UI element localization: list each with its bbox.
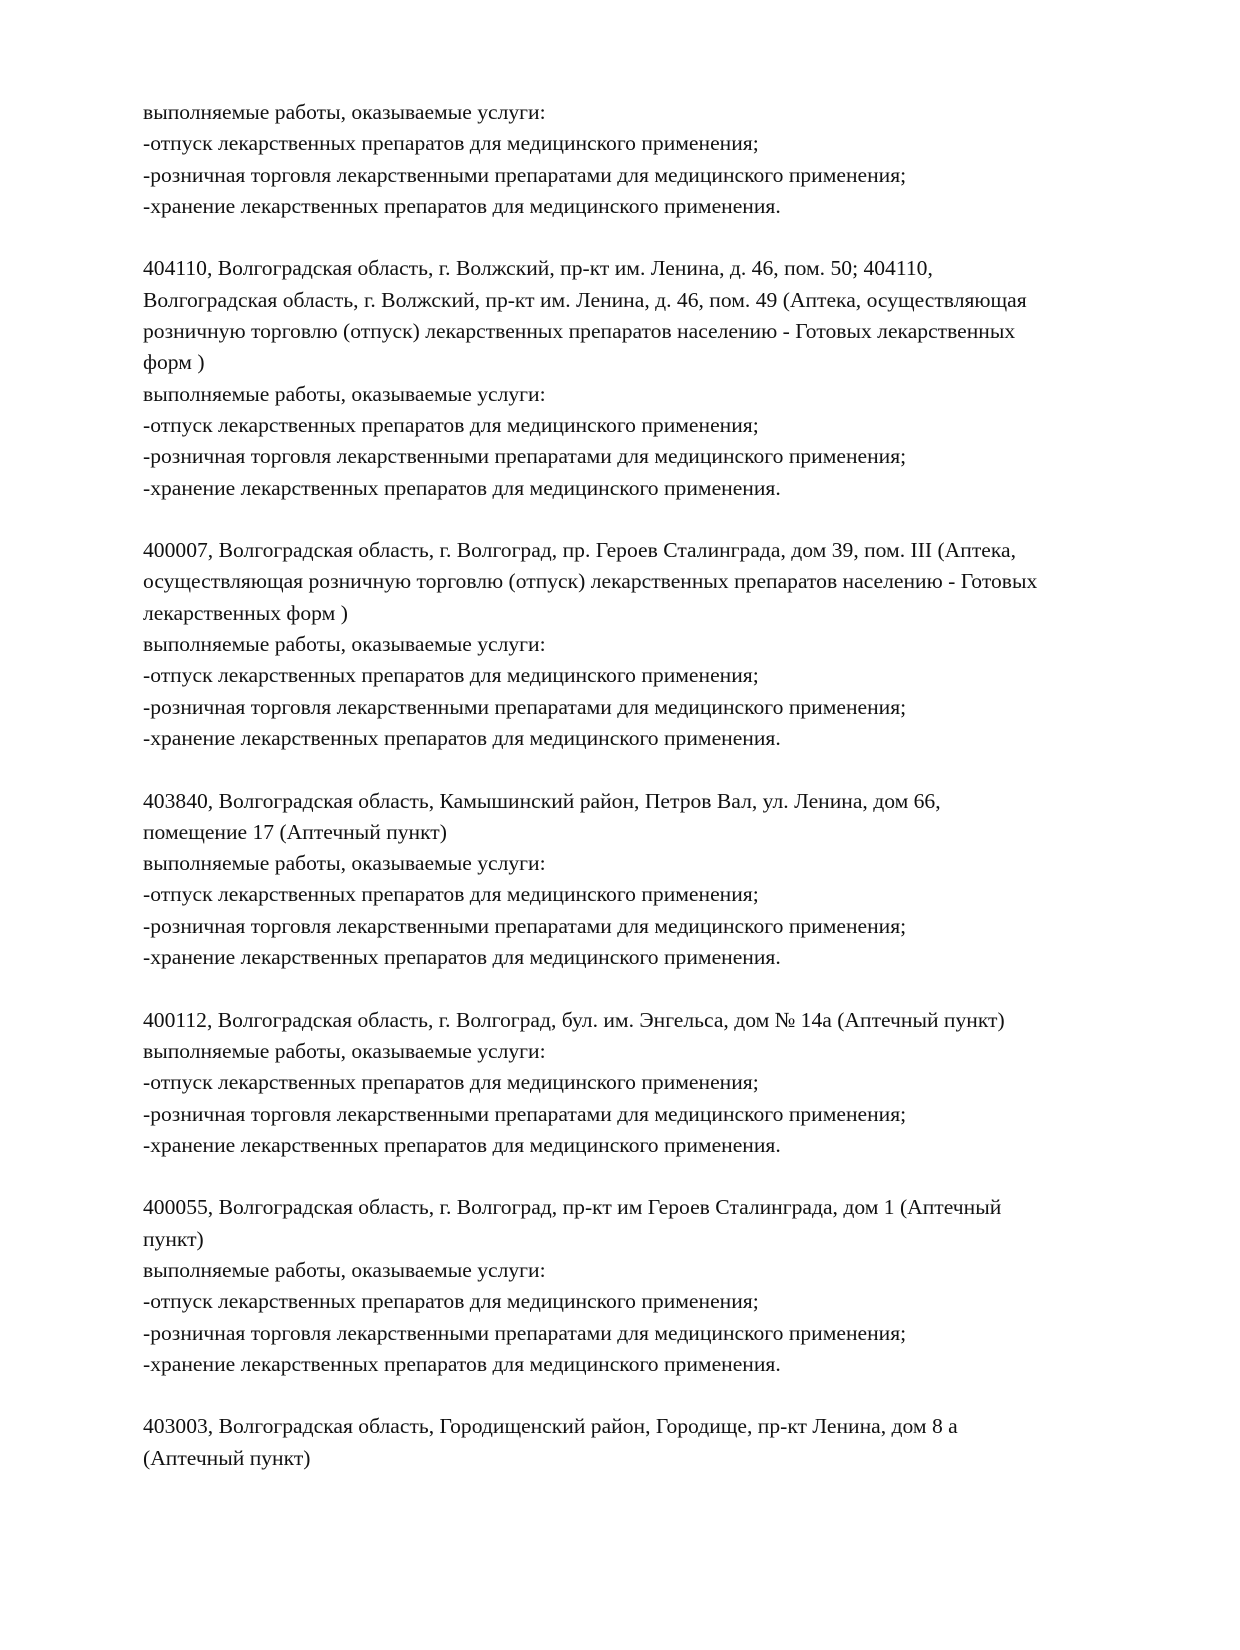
address-line: 403840, Волгоградская область, Камышинский район, Петров Вал, ул. Ленина, дом 66, bbox=[143, 788, 941, 813]
services-header: выполняемые работы, оказываемые услуги: bbox=[143, 381, 546, 406]
service-item: -розничная торговля лекарственными препаратами для медицинского применения; bbox=[143, 1320, 907, 1345]
service-item: -отпуск лекарственных препаратов для медицинского применения; bbox=[143, 1070, 759, 1095]
license-entry bbox=[143, 253, 1163, 503]
service-item: -розничная торговля лекарственными препаратами для медицинского применения; bbox=[143, 444, 907, 469]
address-line: 400112, Волгоградская область, г. Волгоград, бул. им. Энгельса, дом № 14а (Аптечный пункт) bbox=[143, 1007, 1005, 1032]
service-item: -хранение лекарственных препаратов для медицинского применения. bbox=[143, 725, 781, 750]
services-header: выполняемые работы, оказываемые услуги: bbox=[143, 1038, 546, 1063]
service-item: -розничная торговля лекарственными препаратами для медицинского применения; bbox=[143, 162, 907, 187]
service-item: -отпуск лекарственных препаратов для медицинского применения; bbox=[143, 663, 759, 688]
license-entry bbox=[143, 1005, 1163, 1161]
address-line: 400055, Волгоградская область, г. Волгоград, пр-кт им Героев Сталинграда, дом 1 (Аптечный bbox=[143, 1195, 1002, 1220]
services-header: выполняемые работы, оказываемые услуги: bbox=[143, 1257, 546, 1282]
address-line: форм ) bbox=[143, 350, 205, 375]
service-item: -хранение лекарственных препаратов для медицинского применения. bbox=[143, 945, 781, 970]
license-entry bbox=[143, 97, 1163, 222]
service-item: -розничная торговля лекарственными препаратами для медицинского применения; bbox=[143, 694, 907, 719]
service-item: -розничная торговля лекарственными препаратами для медицинского применения; bbox=[143, 913, 907, 938]
license-entry bbox=[143, 786, 1163, 974]
service-item: -хранение лекарственных препаратов для медицинского применения. bbox=[143, 475, 781, 500]
service-item: -розничная торговля лекарственными препаратами для медицинского применения; bbox=[143, 1101, 907, 1126]
service-item: -хранение лекарственных препаратов для медицинского применения. bbox=[143, 1132, 781, 1157]
address-line: 404110, Волгоградская область, г. Волжский, пр-кт им. Ленина, д. 46, пом. 50; 404110, bbox=[143, 256, 933, 281]
address-line: 403003, Волгоградская область, Городищенский район, Городище, пр-кт Ленина, дом 8 а bbox=[143, 1414, 958, 1439]
address-line: розничную торговлю (отпуск) лекарственных препаратов населению - Готовых лекарственных bbox=[143, 319, 1016, 344]
service-item: -отпуск лекарственных препаратов для медицинского применения; bbox=[143, 882, 759, 907]
license-entry bbox=[143, 535, 1163, 754]
address-line: Волгоградская область, г. Волжский, пр-кт им. Ленина, д. 46, пом. 49 (Аптека, осуществляющая bbox=[143, 287, 1027, 312]
service-item: -хранение лекарственных препаратов для медицинского применения. bbox=[143, 193, 781, 218]
services-header: выполняемые работы, оказываемые услуги: bbox=[143, 851, 546, 876]
address-line: (Аптечный пункт) bbox=[143, 1445, 311, 1470]
address-line: лекарственных форм ) bbox=[143, 600, 348, 625]
license-entry bbox=[143, 1192, 1163, 1380]
license-entry bbox=[143, 1411, 1163, 1474]
service-item: -хранение лекарственных препаратов для медицинского применения. bbox=[143, 1351, 781, 1376]
service-item: -отпуск лекарственных препаратов для медицинского применения; bbox=[143, 412, 759, 437]
address-line: осуществляющая розничную торговлю (отпуск) лекарственных препаратов населению - Готовых bbox=[143, 569, 1038, 594]
address-line: пункт) bbox=[143, 1226, 204, 1251]
address-line: 400007, Волгоградская область, г. Волгоград, пр. Героев Сталинграда, дом 39, пом. III (Аптека, bbox=[143, 538, 1016, 563]
services-header: выполняемые работы, оказываемые услуги: bbox=[143, 632, 546, 657]
address-line: помещение 17 (Аптечный пункт) bbox=[143, 819, 447, 844]
document-page bbox=[143, 97, 1163, 1505]
service-item: -отпуск лекарственных препаратов для медицинского применения; bbox=[143, 1289, 759, 1314]
service-item: -отпуск лекарственных препаратов для медицинского применения; bbox=[143, 131, 759, 156]
services-header: выполняемые работы, оказываемые услуги: bbox=[143, 100, 546, 124]
